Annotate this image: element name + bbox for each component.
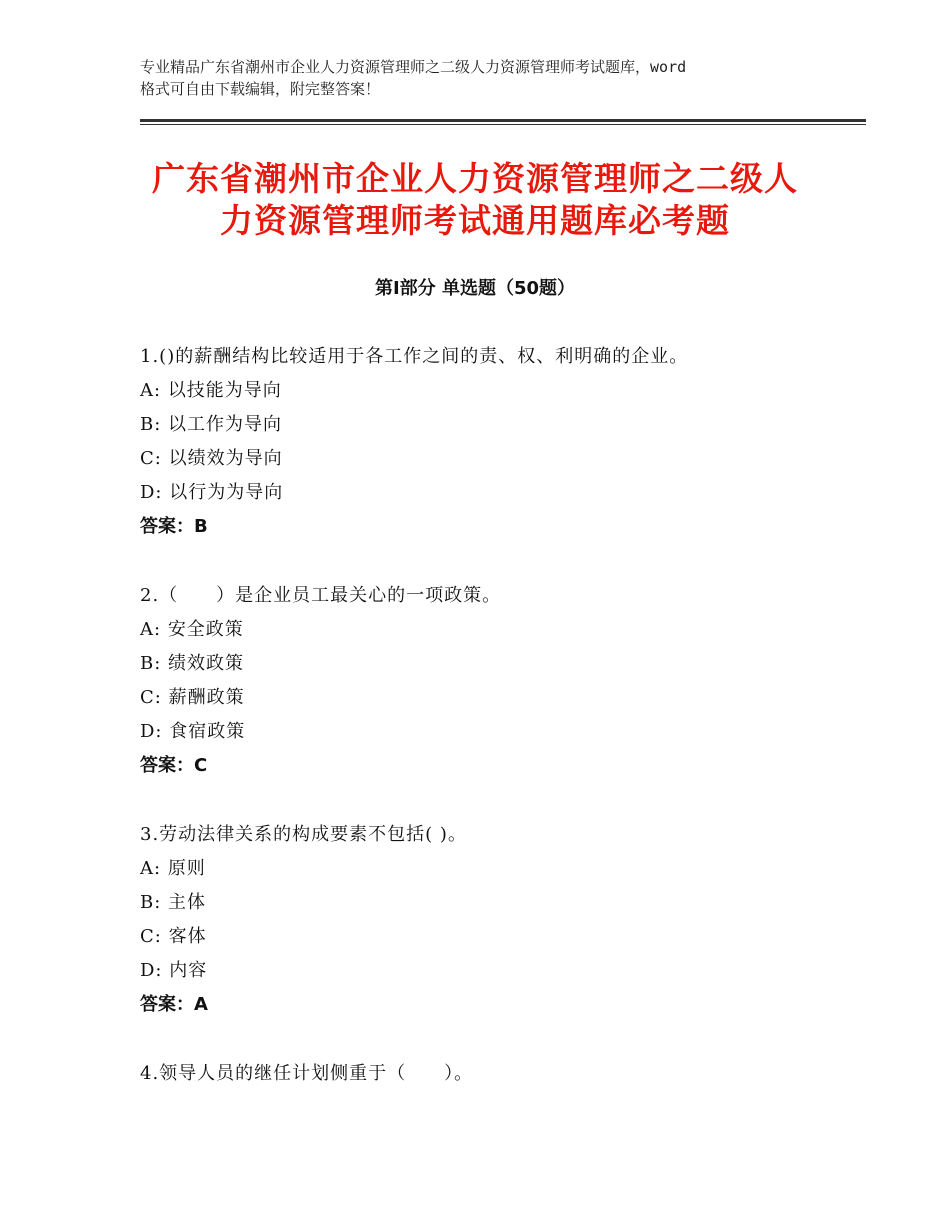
option-c [140, 681, 860, 715]
option-text: 绩效政策 [168, 653, 245, 674]
question-3 [140, 818, 860, 1022]
option-letter: A: [140, 619, 162, 640]
document-title [100, 158, 850, 242]
option-letter: C: [140, 448, 162, 469]
option-letter: A: [140, 858, 162, 879]
option-a [140, 852, 860, 886]
option-c [140, 442, 860, 476]
option-letter: B: [140, 892, 162, 913]
answer: 答案：A [140, 994, 208, 1015]
question-stem: 1.()的薪酬结构比较适用于各工作之间的责、权、利明确的企业。 [140, 346, 689, 367]
option-text: 内容 [169, 960, 208, 981]
option-d [140, 476, 860, 510]
header-rule-thin [140, 124, 866, 125]
option-text: 安全政策 [167, 619, 244, 640]
header-note [140, 56, 840, 100]
document-title-line-2: 力资源管理师考试通用题库必考题 [220, 201, 730, 240]
option-letter: C: [140, 926, 162, 947]
option-letter: A: [140, 380, 162, 401]
option-text: 以行为为导向 [169, 482, 284, 503]
header-note-line-2: 格式可自由下载编辑，附完整答案！ [140, 80, 381, 98]
option-b [140, 647, 860, 681]
option-d [140, 715, 860, 749]
question-2 [140, 579, 860, 783]
option-text: 原则 [167, 858, 206, 879]
document-title-line-1: 广东省潮州市企业人力资源管理师之二级人 [152, 159, 798, 198]
option-text: 客体 [168, 926, 207, 947]
answer: 答案：B [140, 516, 208, 537]
question-4 [140, 1057, 860, 1091]
option-letter: D: [140, 721, 163, 742]
question-stem: 3.劳动法律关系的构成要素不包括( )。 [140, 824, 467, 845]
option-letter: B: [140, 653, 162, 674]
option-text: 以技能为导向 [167, 380, 282, 401]
question-stem: 4.领导人员的继任计划侧重于（ ）。 [140, 1063, 474, 1084]
option-d [140, 954, 860, 988]
option-b [140, 408, 860, 442]
option-letter: B: [140, 414, 162, 435]
option-a [140, 374, 860, 408]
option-text: 主体 [168, 892, 207, 913]
option-c [140, 920, 860, 954]
option-a [140, 613, 860, 647]
option-text: 食宿政策 [169, 721, 246, 742]
question-1 [140, 340, 860, 544]
option-letter: D: [140, 960, 163, 981]
option-b [140, 886, 860, 920]
answer: 答案：C [140, 755, 208, 776]
option-letter: D: [140, 482, 163, 503]
question-stem: 2.（ ）是企业员工最关心的一项政策。 [140, 585, 502, 606]
option-text: 以绩效为导向 [168, 448, 283, 469]
option-letter: C: [140, 687, 162, 708]
option-text: 薪酬政策 [168, 687, 245, 708]
option-text: 以工作为导向 [168, 414, 283, 435]
header-rule-thick [140, 119, 866, 122]
section-heading: 第Ⅰ部分 单选题（50题） [374, 278, 575, 299]
header-note-line-1: 专业精品广东省潮州市企业人力资源管理师之二级人力资源管理师考试题库，word [140, 58, 687, 76]
